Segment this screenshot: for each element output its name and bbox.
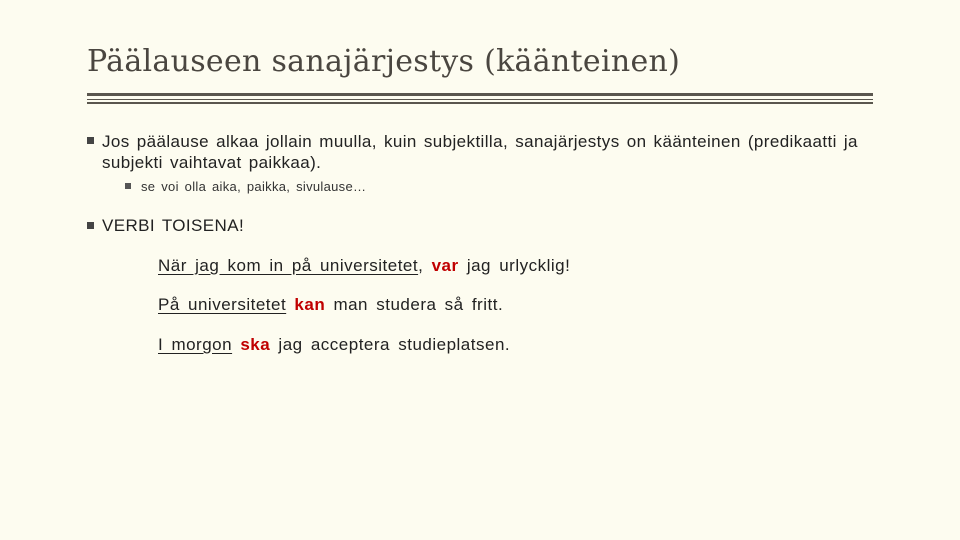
separator: , bbox=[418, 256, 432, 275]
fronted-element: I morgon bbox=[158, 335, 233, 354]
title-divider-bottom bbox=[87, 102, 873, 104]
square-bullet-icon bbox=[125, 183, 131, 189]
bullet-text: VERBI TOISENA! bbox=[102, 216, 245, 235]
bullet-inverted-word-order bbox=[87, 131, 867, 173]
title-divider-thin bbox=[87, 99, 873, 100]
sub-bullet-examples bbox=[125, 179, 366, 194]
fronted-element: När jag kom in på universitetet bbox=[158, 256, 419, 275]
sentence-rest: jag urlycklig! bbox=[458, 256, 571, 275]
verb-highlight: var bbox=[431, 256, 459, 275]
example-sentence-1 bbox=[158, 256, 570, 276]
example-sentence-3 bbox=[158, 335, 510, 355]
sentence-rest: jag acceptera studieplatsen. bbox=[270, 335, 511, 354]
square-bullet-icon bbox=[87, 222, 94, 229]
bullet-text: Jos päälause alkaa jollain muulla, kuin subjektilla, sanajärjestys on käänteinen (predikaatti ja subjekti vaihtavat paikkaa). bbox=[102, 132, 858, 172]
bullet-verb-second bbox=[87, 216, 244, 236]
verb-highlight: ska bbox=[240, 335, 271, 354]
fronted-element: På universitetet bbox=[158, 295, 287, 314]
slide-title: Päälauseen sanajärjestys (käänteinen) bbox=[87, 44, 681, 79]
sentence-rest: man studera så fritt. bbox=[325, 295, 504, 314]
title-divider-thick bbox=[87, 93, 873, 96]
sub-bullet-text: se voi olla aika, paikka, sivulause… bbox=[141, 179, 367, 194]
example-sentence-2 bbox=[158, 295, 503, 315]
square-bullet-icon bbox=[87, 137, 94, 144]
verb-highlight: kan bbox=[294, 295, 326, 314]
